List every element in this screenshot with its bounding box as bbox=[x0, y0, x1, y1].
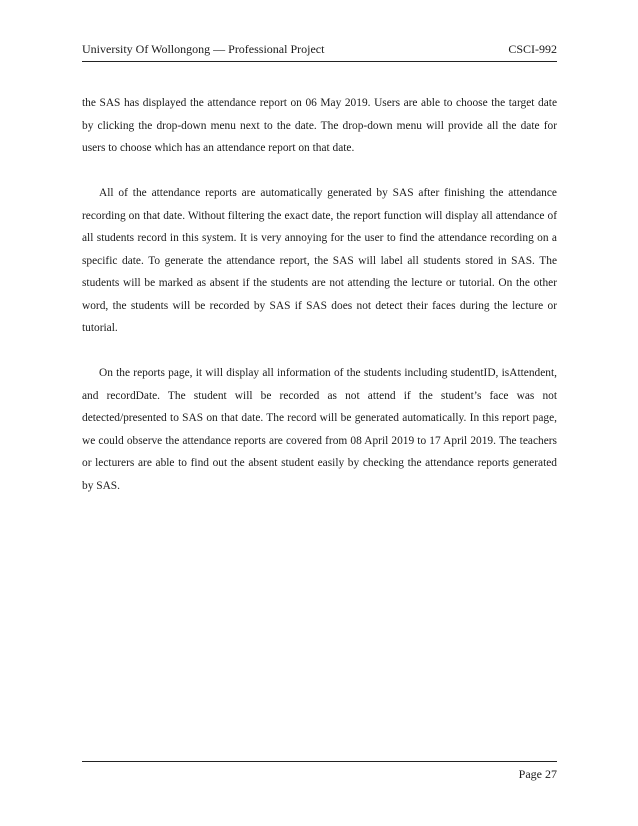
header-rule bbox=[82, 61, 557, 62]
header-title: University Of Wollongong — Professional Project bbox=[82, 42, 325, 56]
page-header bbox=[82, 38, 557, 64]
body-text bbox=[82, 92, 557, 497]
page-footer bbox=[82, 761, 557, 787]
paragraph-reports-page: On the reports page, it will display all information of the students including studentID, isAttendent, and recordDate. The student will be recorded as not attend if the student’s face was not detected/presented to SAS on that date. The record will be generated automatically. In this report page, we could observe the attendance reports are covered from 08 April 2019 to 17 April 2019. The teachers or lecturers are able to find out the absent student easily by checking the attendance reports generated by SAS. bbox=[82, 367, 557, 492]
page-number: Page 27 bbox=[518, 767, 557, 781]
footer-rule bbox=[82, 761, 557, 762]
header-course-code: CSCI-992 bbox=[508, 42, 557, 56]
paragraph-continuation: the SAS has displayed the attendance report on 06 May 2019. Users are able to choose the target date by clicking the drop-down menu next to the date. The drop-down menu will provide all the date for users to choose which has an attendance report on that date. bbox=[82, 97, 557, 154]
paragraph-report-generation: All of the attendance reports are automatically generated by SAS after finishing the attendance recording on that date. Without filtering the exact date, the report function will display all attendance of all students record in this system. It is very annoying for the user to find the attendance recording on a specific date. To generate the attendance report, the SAS will label all students stored in SAS. The students will be marked as absent if the students are not attending the lecture or tutorial. On the other word, the students will be recorded by SAS if SAS does not detect their faces during the lecture or tutorial. bbox=[82, 187, 557, 334]
